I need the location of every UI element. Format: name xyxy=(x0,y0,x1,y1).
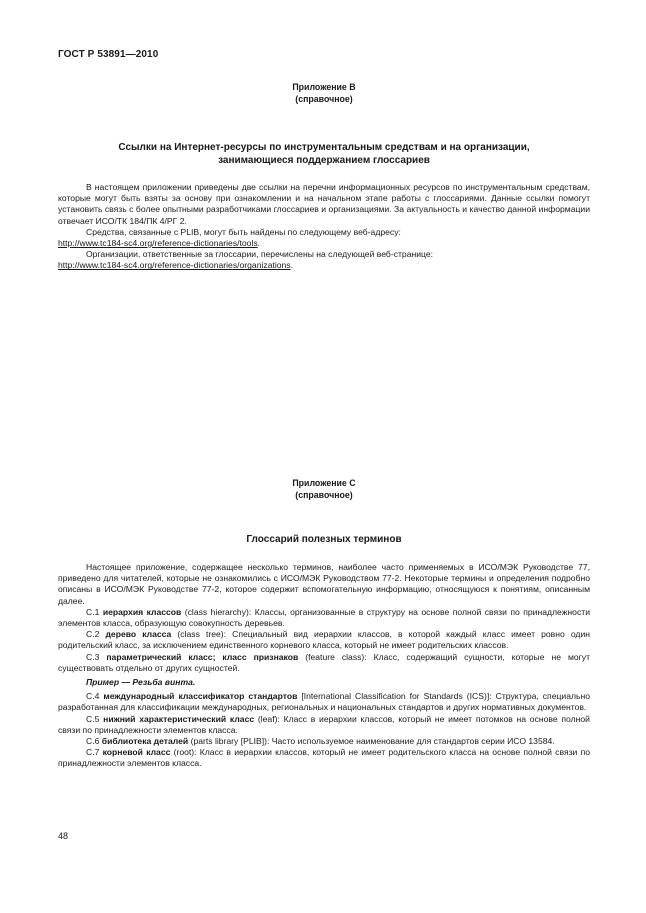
term-name: библиотека деталей xyxy=(101,736,189,747)
term-name: дерево класса xyxy=(105,629,172,640)
term-name: нижний характеристический класс xyxy=(103,713,255,724)
annex-b-heading-line1: Ссылки на Интернет-ресурсы по инструментальным средствам и на организации, xyxy=(118,142,530,153)
term-number: С.7 xyxy=(86,747,100,758)
term-definition: (parts library [PLIB]): Часто используемое наименование для стандартов серии ИСО 13584. xyxy=(188,736,555,747)
annex-c-intro: Настоящее приложение, содержащее несколько терминов, наиболее часто применяемых в ИСО/МЭК Руководстве 77, приведено для читателей, которые не ознакомились с ИСО/МЭК Руководством 77-2. Некоторые термины и определения подробно описаны в ИСО/МЭК Руководстве 77-2, которое содержит вспомогательную информацию, относящуюся к понятиям, описанным далее. xyxy=(58,562,590,606)
annex-c-subtitle: (справочное) xyxy=(295,490,353,500)
term-definition: (class hierarchy): Классы, организованные в структуру на основе полной связи по принадлежности элементов класса, образующую совокупность деревьев. xyxy=(58,606,590,629)
annex-b-paragraph-1: В настоящем приложении приведены две ссылки на перечни информационных ресурсов по инструментальным средствам, которые могут быть взяты за основу при ознакомлении и на начальном этапе работы с глоссариями. Данные ссылки помогут установить связь с более опытными разработчиками глоссариев и организациями. За актуальность и качество данной информации отвечает ИСО/ТК 184/ПК 4/РГ 2. xyxy=(58,182,590,226)
organizations-link[interactable]: http://www.tc184-sc4.org/reference-dictionaries/organizations xyxy=(58,260,291,271)
term-number: С.5 xyxy=(86,713,100,724)
term-name: корневой класс xyxy=(102,747,171,758)
annex-b-subtitle: (справочное) xyxy=(295,94,353,104)
glossary-entry-c4 xyxy=(58,691,590,713)
page-number: 48 xyxy=(58,831,69,841)
term-definition: (feature class): Класс, содержащий сущности, которые не могут существовать отдельно от других сущностей. xyxy=(58,651,591,673)
term-number: С.6 xyxy=(86,736,100,747)
term-definition: [International Classification for Standards (ICS)]: Структура, специально разработанная для классификации международных, региональных и национальных стандартов и других нормативных документов. xyxy=(58,691,591,713)
glossary-entry-c3 xyxy=(58,652,590,674)
term-number: С.1 xyxy=(86,606,100,617)
term-name: параметрический класс; класс признаков xyxy=(106,651,299,662)
term-number: С.4 xyxy=(86,691,100,702)
term-number: С.2 xyxy=(86,629,100,640)
glossary-entry-c1 xyxy=(58,607,590,629)
example-note: Пример — Резьба винта. xyxy=(86,677,196,688)
annex-c-title: Приложение С xyxy=(292,478,356,488)
annex-b-paragraph-3: Организации, ответственные за глоссарии, перечислены на следующей веб-странице: xyxy=(86,249,434,260)
term-definition: (leaf): Класс в иерархии классов, который не имеет потомков на основе полной связи по принадлежности элементов класса. xyxy=(58,713,590,735)
glossary-entry-c5 xyxy=(58,714,590,736)
annex-b-title: Приложение В xyxy=(292,82,356,92)
term-definition: (class tree): Специальный вид иерархии классов, в которой каждый класс имеет ровно один родительский класс, за исключением единственного корневого класса, который не имеет родительских классов. xyxy=(58,629,590,651)
annex-b-body: В настоящем приложении приведены две ссылки на перечни информационных ресурсов по инструментальным средствам, которые могут быть взяты за основу при ознакомлении и на начальном этапе работы с глоссариями. Данные ссылки помогут установить связь с более опытными разработчиками глоссариев и организациями. За актуальность и качество данной информации отвечает ИСО/ТК 184/ПК 4/РГ 2. Средства, связанные с PLIB, могут быть найдены по следующему веб-адресу: http://www.tc184-sc4.org/reference-dictionaries/tools. Организации, ответственные за глоссарии, перечислены на следующей веб-странице: http://www.tc184-sc4.org/reference-dictionaries/organizations. xyxy=(58,182,590,271)
document-id: ГОСТ Р 53891—2010 xyxy=(58,49,159,60)
annex-b-heading-line2: занимающиеся поддержанием глоссариев xyxy=(218,155,430,166)
annex-c-body xyxy=(58,562,590,770)
annex-b-paragraph-2: Средства, связанные с PLIB, могут быть найдены по следующему веб-адресу: xyxy=(86,226,401,237)
annex-c-heading: Глоссарий полезных терминов xyxy=(246,534,402,545)
term-definition: (root): Класс в иерархии классов, который не имеет родительского класса на основе полной связи по принадлежности элементов класса. xyxy=(58,747,591,769)
glossary-entry-c2 xyxy=(58,629,590,651)
tools-link[interactable]: http://www.tc184-sc4.org/reference-dictionaries/tools xyxy=(58,238,258,249)
glossary-entry-c7 xyxy=(58,747,590,769)
term-number: С.3 xyxy=(86,651,100,662)
term-name: иерархия классов xyxy=(102,606,182,617)
glossary-entry-c6 xyxy=(58,736,590,747)
term-name: международный классификатор стандартов xyxy=(103,691,298,702)
